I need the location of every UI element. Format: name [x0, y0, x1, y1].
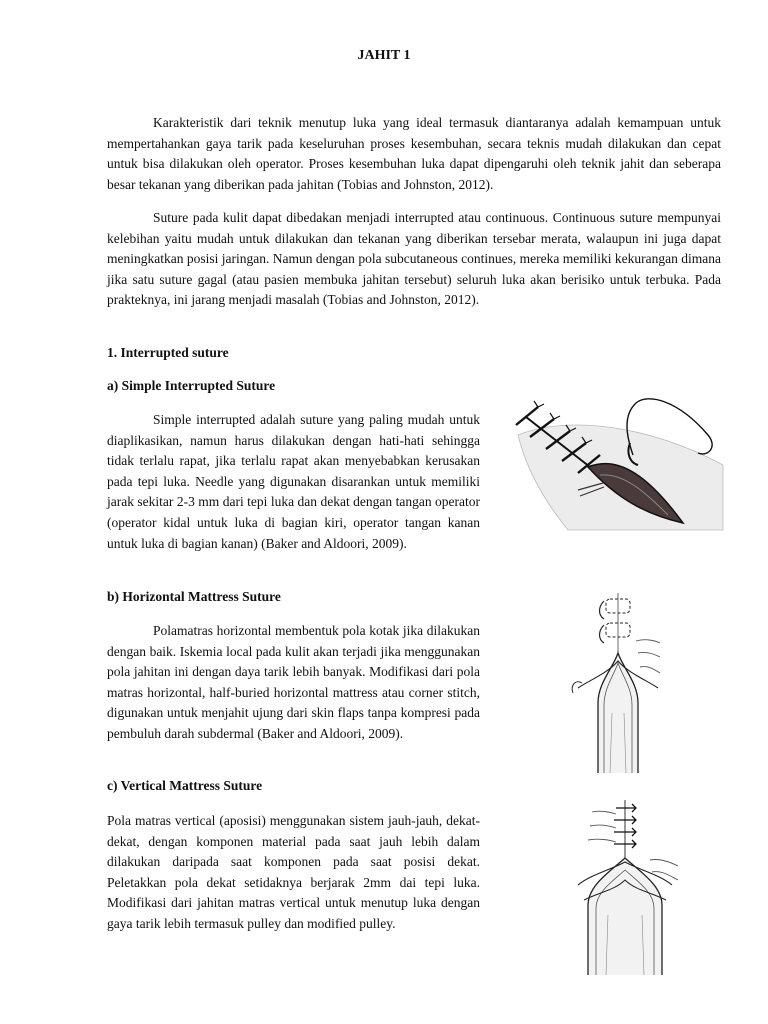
simple-interrupted-paragraph: Simple interrupted adalah suture yang paling mudah untuk diaplikasikan, namun harus dilakukan dengan hati-hati sehingga tidak terlalu rapat, jika terlalu rapat akan menyebabkan kerusakan pada tepi luka. Needle yang digunakan disarankan untuk memiliki jarak sekitar 2-3 mm dari tepi luka dan dekat dengan tangan operator (operator kidal untuk luka di bagian kiri, operator tangan kanan untuk luka di bagian kanan) (Baker and Aldoori, 2009).	[107, 412, 480, 551]
subheading-vertical-mattress: c) Vertical Mattress Suture	[107, 778, 263, 793]
vertical-mattress-suture-illustration	[570, 800, 680, 975]
intro-paragraph-1: Karakteristik dari teknik menutup luka yang ideal termasuk diantaranya adalah kemampuan untuk mempertahankan gaya tarik pada keseluruhan proses kesembuhan, secara teknis mudah dilakukan dan cepat untuk bisa dilakukan oleh operator. Proses kesembuhan luka dapat dipengaruhi oleh teknik jahit dan seberapa besar tekanan yang diberikan pada jahitan (Tobias and Johnston, 2012).	[107, 115, 721, 192]
intro-paragraph-2: Suture pada kulit dapat dibedakan menjadi interrupted atau continuous. Continuous suture mempunyai kelebihan yaitu mudah untuk dilakukan dan tekanan yang diberikan tersebar merata, walaupun ini juga dapat meningkatkan posisi jaringan. Namun dengan pola subcutaneous continues, mereka memiliki kekurangan dimana jika satu suture gagal (atau pasien membuka jahitan tersebut) seluruh luka akan berisiko untuk terbuka. Pada prakteknya, ini jarang menjadi masalah (Tobias and Johnston, 2012).	[107, 210, 721, 308]
simple-interrupted-suture-illustration	[508, 395, 733, 535]
horizontal-mattress-suture-illustration	[568, 593, 663, 773]
page-title: JAHIT 1	[357, 48, 411, 63]
section-heading-interrupted: 1. Interrupted suture	[107, 345, 229, 360]
horizontal-mattress-paragraph: Polamatras horizontal membentuk pola kotak jika dilakukan dengan baik. Iskemia local pada kulit akan terjadi jika menggunakan pola jahitan ini dengan daya tarik lebih banyak. Modifikasi dari pola matras horizontal, half-buried horizontal mattress atau corner stitch, digunakan untuk menjahit ujung dari skin flaps tanpa kompresi pada pembuluh darah subdermal (Baker and Aldoori, 2009).	[107, 623, 480, 741]
subheading-simple-interrupted: a) Simple Interrupted Suture	[107, 378, 276, 393]
vertical-mattress-paragraph: Pola matras vertical (aposisi) menggunakan sistem jauh-jauh, dekat-dekat, dengan komponen material pada saat jauh lebih dalam dilakukan daripada saat komponen pada saat posisi dekat. Peletakkan pola dekat setidaknya berjarak 2mm dai tepi luka. Modifikasi dari jahitan matras vertical untuk menutup luka dengan gaya tarik lebih termasuk pulley dan modified pulley.	[107, 813, 480, 931]
subheading-horizontal-mattress: b) Horizontal Mattress Suture	[107, 589, 281, 604]
